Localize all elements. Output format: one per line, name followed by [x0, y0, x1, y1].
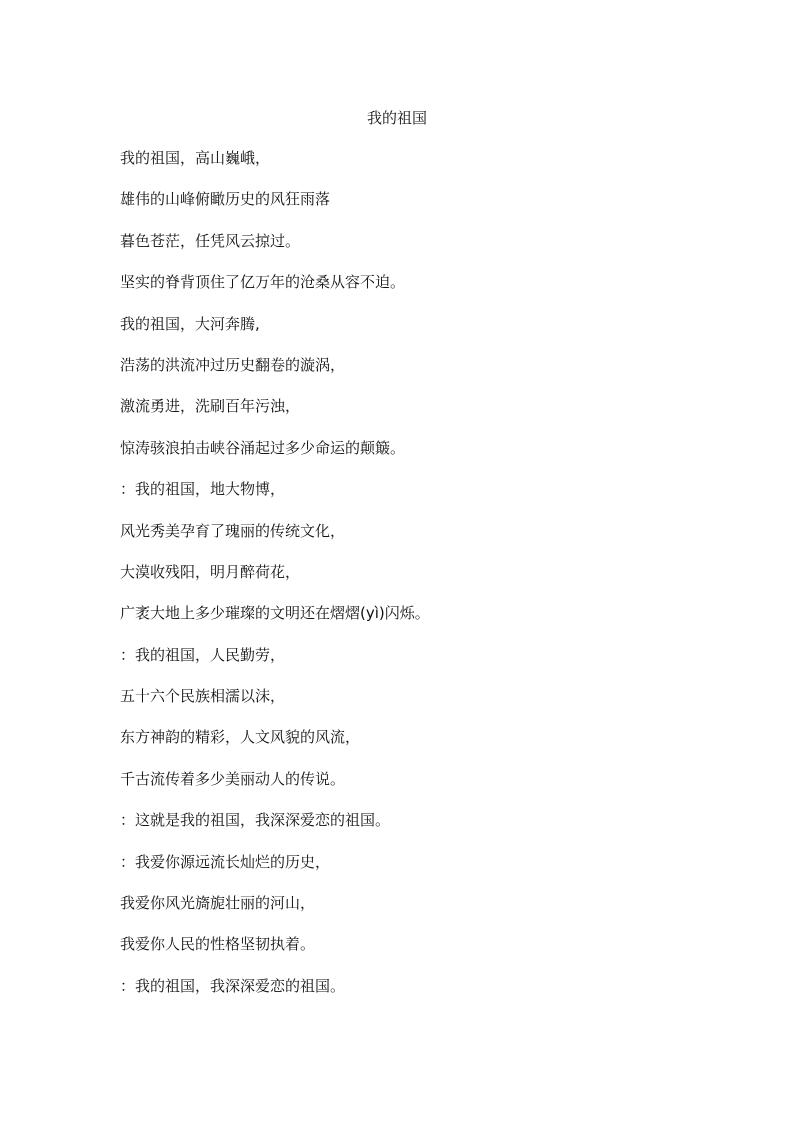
poem-line: 我的祖国，高山巍峨，	[120, 149, 271, 167]
poem-line: 雄伟的山峰俯瞰历史的风狂雨落	[120, 190, 331, 209]
poem-line: 我爱你风光旖旎壮丽的河山，	[120, 894, 316, 913]
poem-line: 浩荡的洪流冲过历史翻卷的漩涡，	[120, 355, 346, 374]
poem-line: 惊涛骇浪拍击峡谷涌起过多少命运的颠簸。	[120, 438, 406, 457]
poem-line: 千古流传着多少美丽动人的传说。	[120, 769, 346, 788]
poem-line: ：这就是我的祖国，我深深爱恋的祖国。	[120, 811, 391, 830]
poem-line: ：我的祖国，地大物博，	[120, 480, 286, 499]
poem-line: ：我的祖国，我深深爱恋的祖国。	[120, 976, 346, 995]
poem-line: 激流勇进，洗刷百年污浊，	[120, 397, 301, 416]
poem-line: 广袤大地上多少璀璨的文明还在熠熠(yì)闪烁。	[120, 604, 430, 623]
poem-line: 大漠收残阳，明月醉荷花，	[120, 562, 301, 581]
poem-line: 东方神韵的精彩，人文风貌的风流，	[120, 728, 361, 747]
poem-line: ：我的祖国，人民勤劳，	[120, 645, 286, 664]
poem-line: ：我爱你源远流长灿烂的历史，	[120, 852, 331, 871]
poem-line: 我爱你人民的性格坚韧执着。	[120, 935, 316, 954]
document-title: 我的祖国	[366, 109, 427, 127]
poem-line: 五十六个民族相濡以沫，	[120, 687, 286, 706]
poem-line: 暮色苍茫，任凭风云掠过。	[120, 231, 301, 250]
poem-line: 坚实的脊背顶住了亿万年的沧桑从容不迫。	[120, 273, 406, 292]
poem-line: 风光秀美孕育了瑰丽的传统文化，	[120, 521, 346, 540]
poem-lines	[120, 147, 740, 1016]
poem-line: 我的祖国，大河奔腾,	[120, 314, 260, 333]
